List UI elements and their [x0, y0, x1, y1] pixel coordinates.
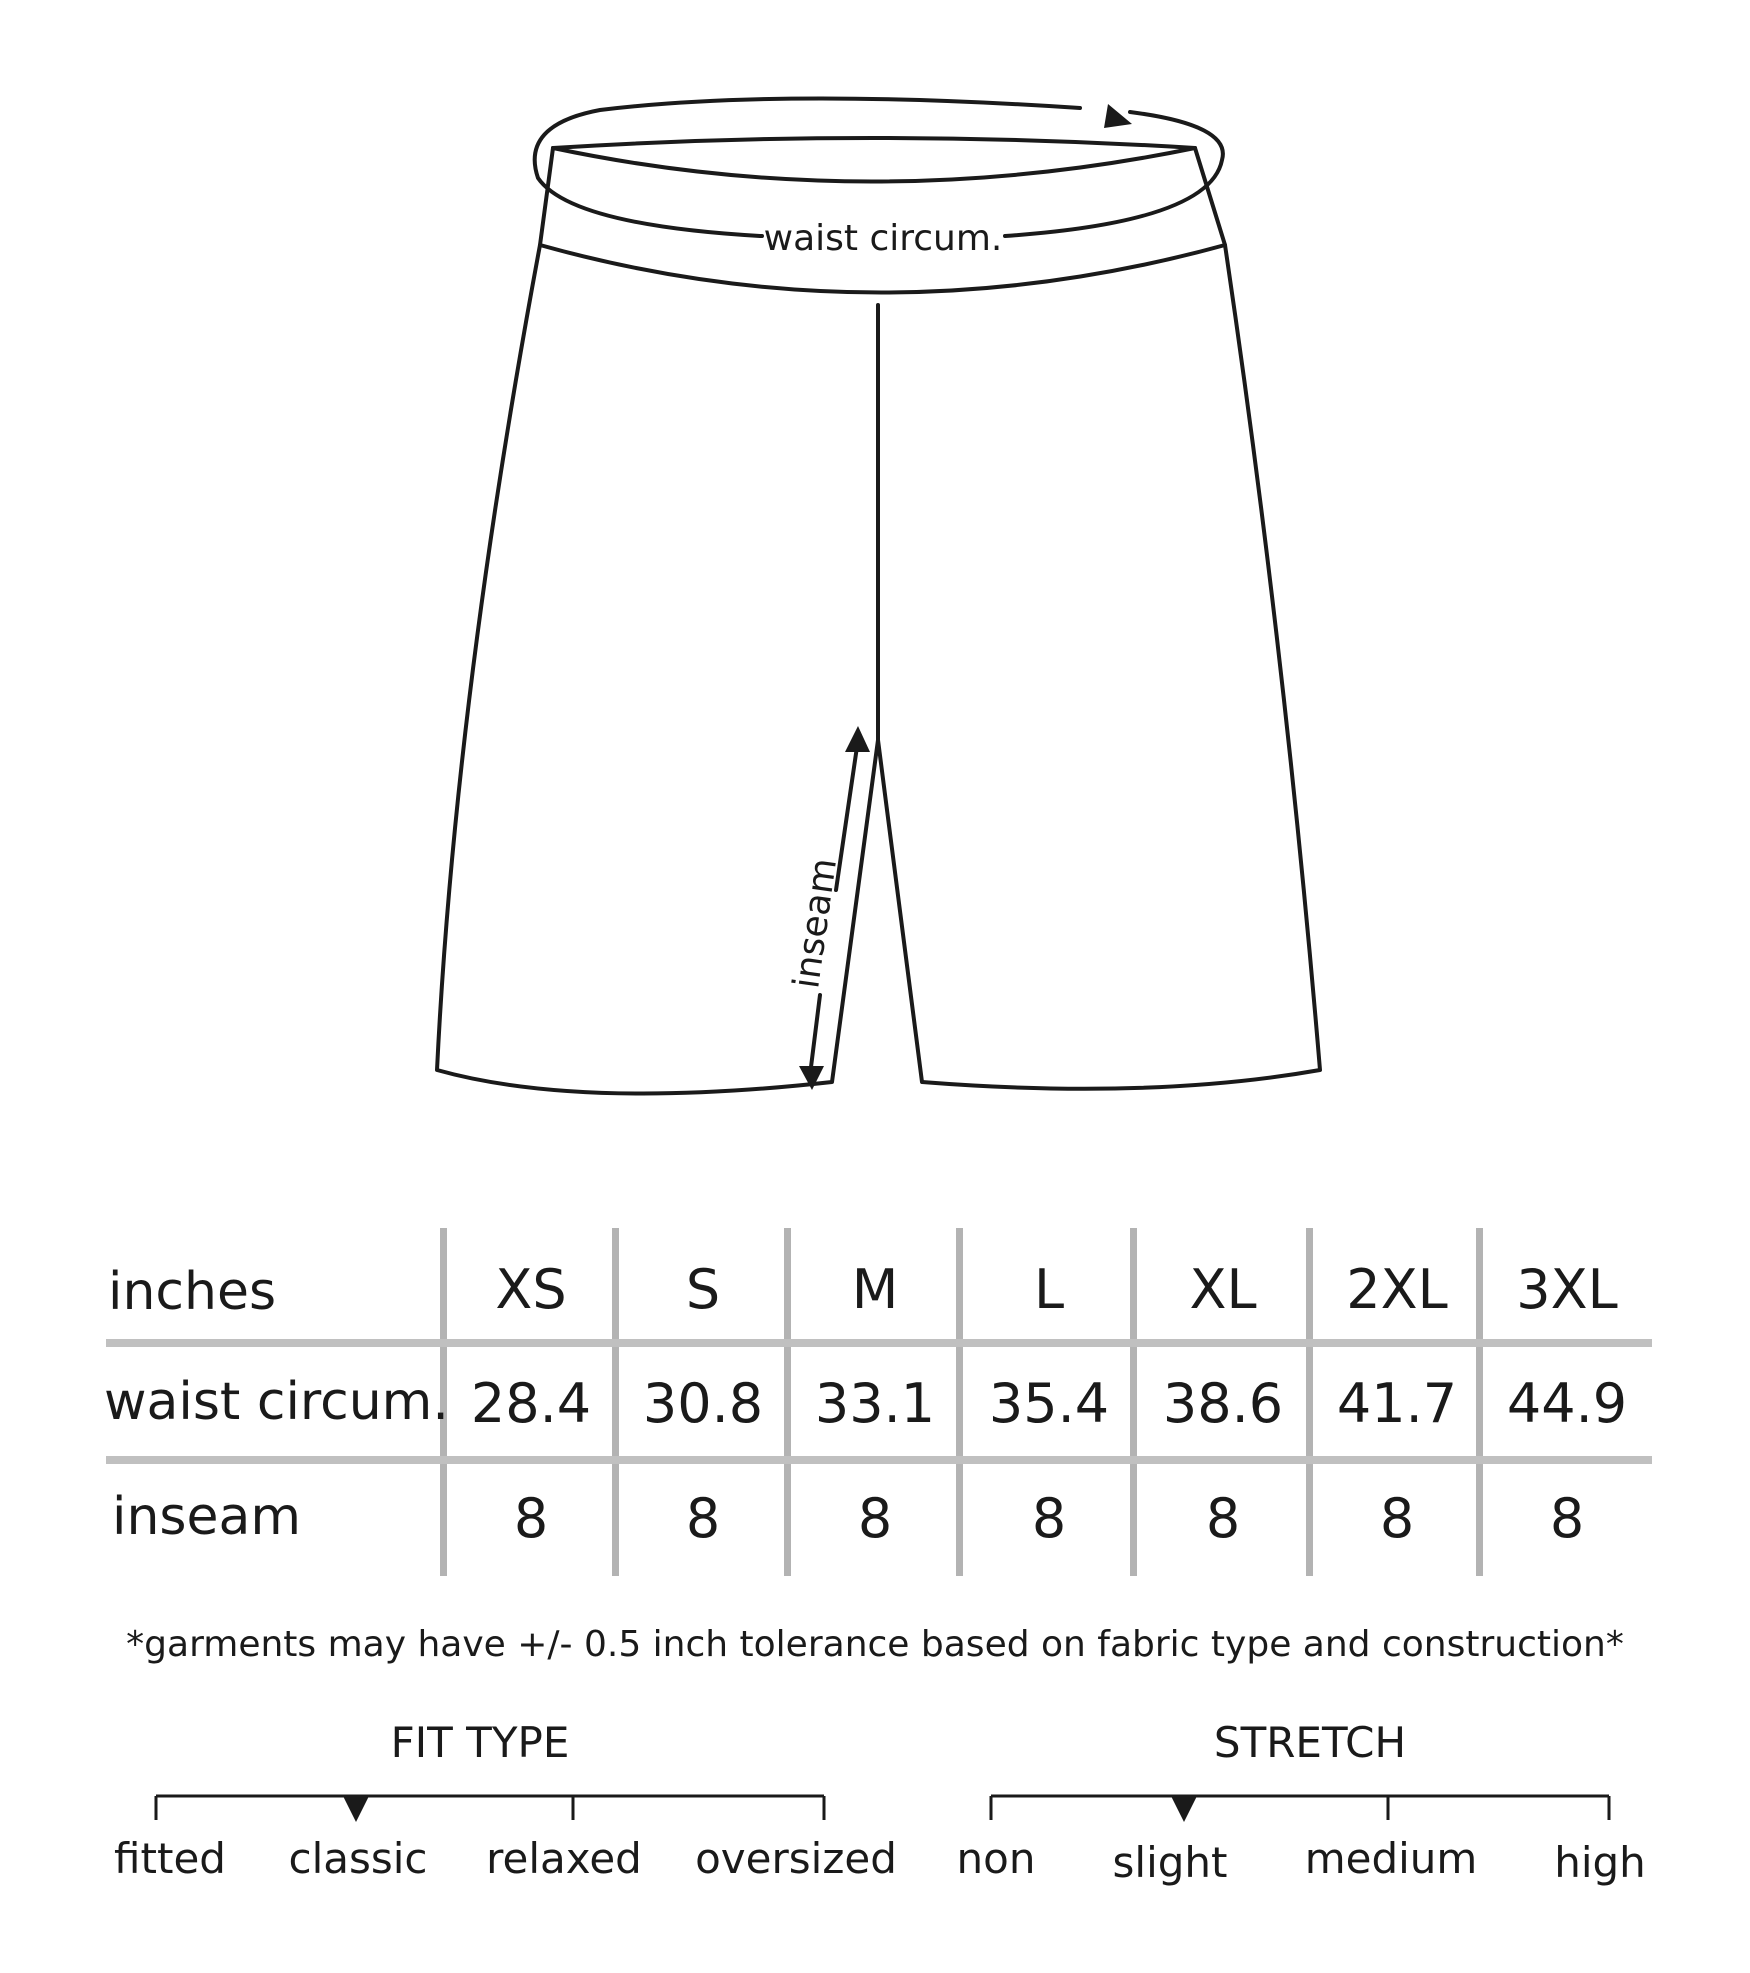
table-cell: 8 — [1549, 1487, 1585, 1550]
table-cell: 8 — [513, 1487, 549, 1550]
size-header: 2XL — [1346, 1258, 1448, 1321]
row-label-inseam: inseam — [112, 1487, 302, 1547]
table-cell: 8 — [857, 1487, 893, 1550]
size-header: S — [685, 1258, 721, 1321]
stretch-marker — [1171, 1796, 1197, 1822]
stretch-option: slight — [1112, 1838, 1228, 1887]
inseam-label: inseam — [786, 855, 846, 992]
table-row-divider — [106, 1339, 1652, 1347]
table-cell: 28.4 — [470, 1372, 592, 1435]
inseam-line-bottom — [810, 995, 820, 1075]
unit-label: inches — [108, 1262, 277, 1322]
fit-option: oversized — [695, 1834, 897, 1883]
waist-arrow-head — [1104, 104, 1132, 128]
waist-label: waist circum. — [763, 218, 1003, 259]
tolerance-note: *garments may have +/- 0.5 inch tolerance based on fabric type and construction* — [126, 1624, 1624, 1665]
table-cell: 44.9 — [1506, 1372, 1628, 1435]
size-header: 3XL — [1516, 1258, 1618, 1321]
size-header: M — [851, 1258, 899, 1321]
size-header: XL — [1189, 1258, 1257, 1321]
waistband-top — [553, 138, 1195, 148]
table-cell: 38.6 — [1162, 1372, 1284, 1435]
fit-option: fitted — [114, 1834, 226, 1883]
fit-option: classic — [288, 1834, 428, 1883]
table-cell: 33.1 — [814, 1372, 936, 1435]
table-cell: 8 — [1031, 1487, 1067, 1550]
table-cell: 35.4 — [988, 1372, 1110, 1435]
fit-type-axis — [140, 1780, 840, 1840]
stretch-title: STRETCH — [1213, 1718, 1407, 1767]
fit-type-marker — [343, 1796, 369, 1822]
size-header: L — [1033, 1258, 1065, 1321]
table-cell: 41.7 — [1336, 1372, 1458, 1435]
waistband-inner — [553, 148, 1195, 182]
fit-type-title: FIT TYPE — [390, 1718, 570, 1767]
row-label-waist: waist circum. — [104, 1372, 449, 1432]
table-row-divider — [106, 1456, 1652, 1464]
table-cell: 30.8 — [642, 1372, 764, 1435]
table-cell: 8 — [1379, 1487, 1415, 1550]
stretch-option: non — [956, 1834, 1036, 1883]
stretch-axis — [975, 1780, 1635, 1840]
stretch-option: high — [1554, 1838, 1646, 1887]
stretch-option: medium — [1304, 1834, 1478, 1883]
table-cell: 8 — [1205, 1487, 1241, 1550]
table-cell: 8 — [685, 1487, 721, 1550]
size-header: XS — [495, 1258, 567, 1321]
fit-option: relaxed — [486, 1834, 642, 1883]
inseam-arrow-head-top — [845, 726, 870, 752]
